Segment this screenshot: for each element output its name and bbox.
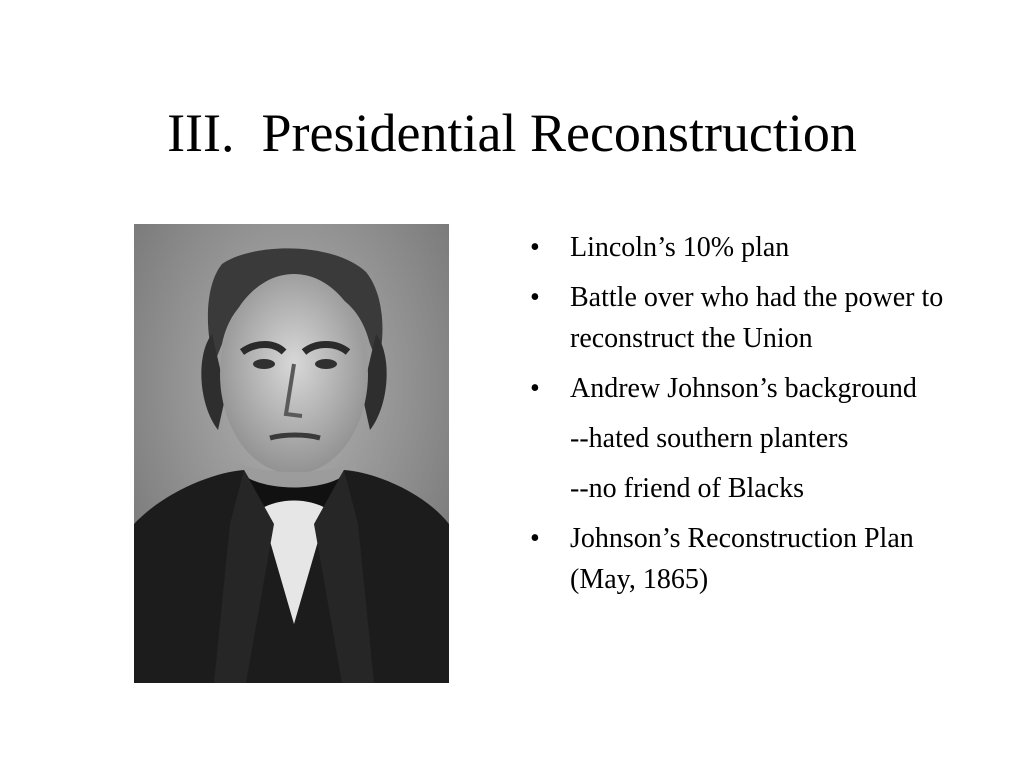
bullet-text: Johnson’s Reconstruction Plan (May, 1865) bbox=[570, 523, 914, 595]
bullet-text: Battle over who had the power to reconstruct the Union bbox=[570, 282, 944, 354]
bullet-item bbox=[530, 277, 970, 359]
bullet-list bbox=[530, 227, 970, 609]
sub-item-text: --no friend of Blacks bbox=[570, 473, 805, 504]
bullet-item bbox=[530, 518, 970, 600]
sub-item bbox=[530, 468, 970, 509]
portrait-illustration bbox=[134, 224, 449, 683]
bullet-text: Andrew Johnson’s background bbox=[570, 373, 917, 404]
bullet-item bbox=[530, 368, 970, 409]
sub-item bbox=[530, 418, 970, 459]
bullet-item bbox=[530, 227, 970, 268]
bullet-marker: • bbox=[530, 282, 540, 313]
bullet-text: Lincoln’s 10% plan bbox=[570, 232, 790, 263]
bullet-marker: • bbox=[530, 373, 540, 404]
slide-title: III. Presidential Reconstruction bbox=[167, 103, 857, 163]
portrait-photo bbox=[134, 224, 449, 683]
bullet-marker: • bbox=[530, 232, 540, 263]
sub-item-text: --hated southern planters bbox=[570, 423, 849, 454]
bullet-marker: • bbox=[530, 523, 540, 554]
